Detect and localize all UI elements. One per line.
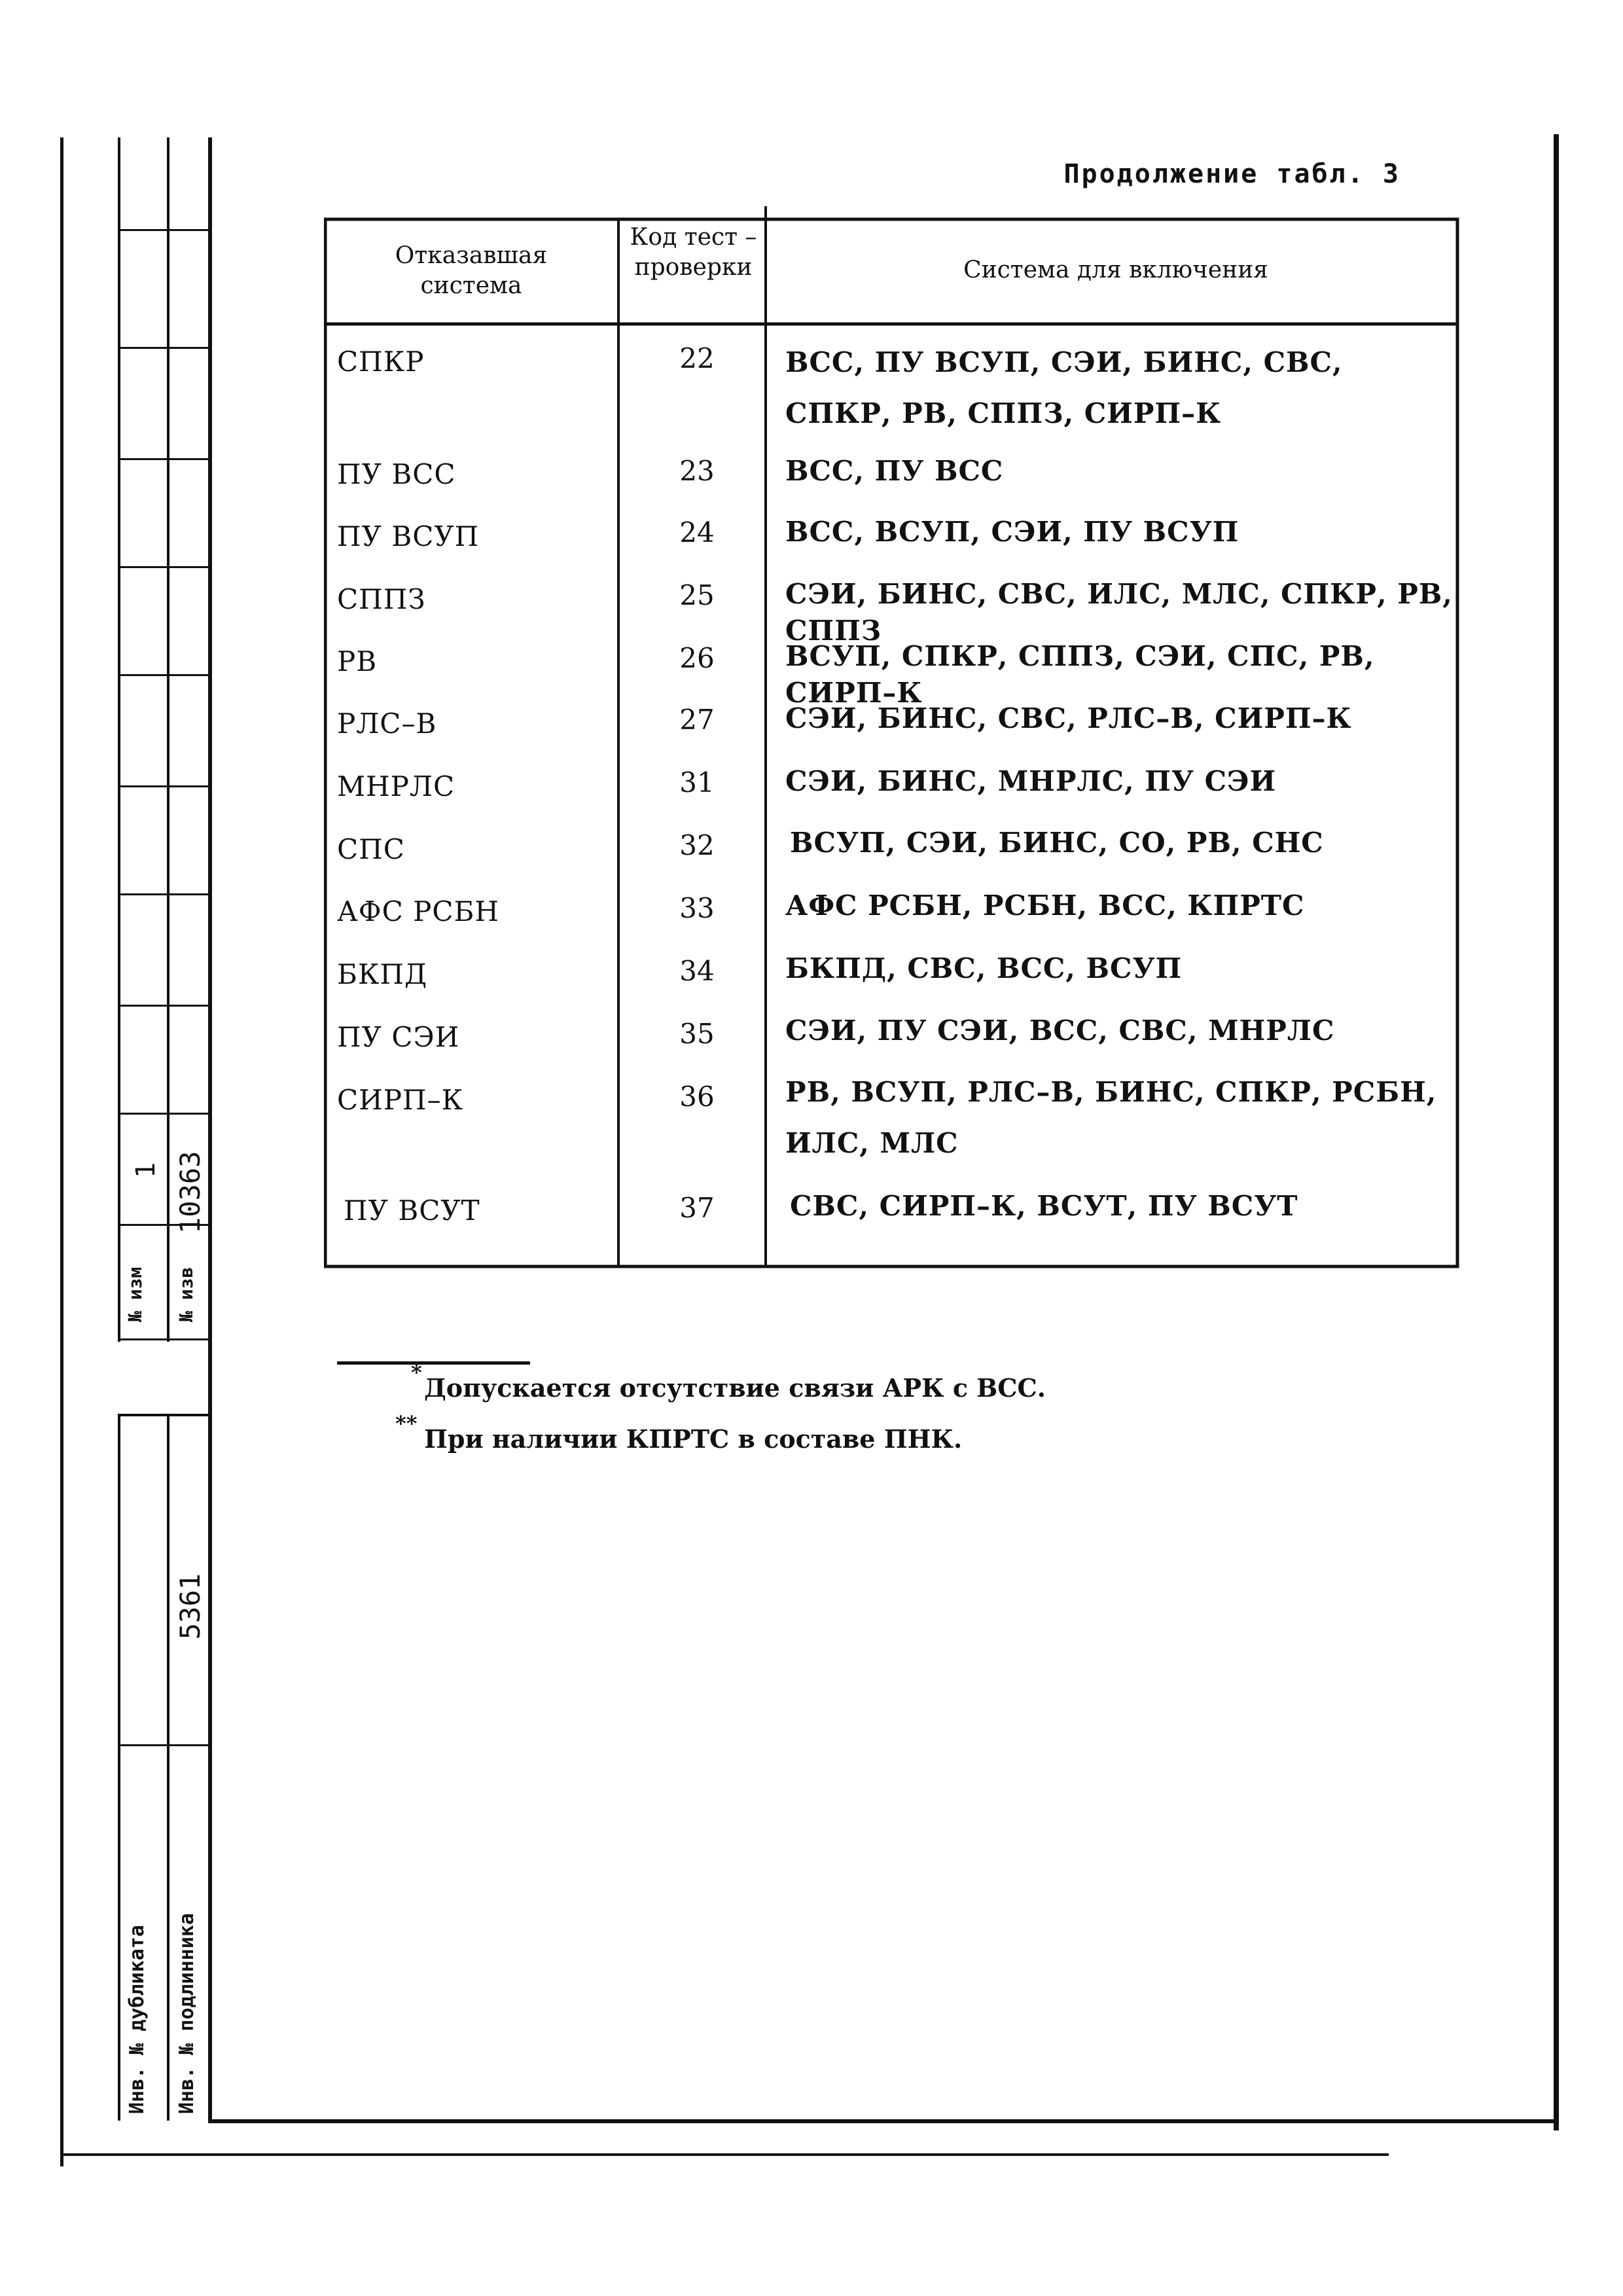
row-test-code: 31 — [679, 766, 715, 798]
row-failed-system: СПС — [337, 833, 405, 865]
row-failed-system: СПКР — [337, 346, 425, 378]
stamp-divider — [118, 1113, 209, 1115]
footnote-text: При наличии КПРТС в составе ПНК. — [424, 1424, 963, 1454]
row-systems-to-enable: АФС РСБН, РСБН, ВСС, КПРТС — [785, 889, 1305, 922]
row-failed-system: РВ — [337, 645, 378, 677]
stamp-divider — [118, 1338, 209, 1340]
stamp-box-divider — [118, 1744, 209, 1746]
row-systems-to-enable: ВСС, ВСУП, СЭИ, ПУ ВСУП — [785, 516, 1240, 548]
row-test-code: 26 — [679, 642, 715, 674]
row-systems-to-enable: ВСУП, СЭИ, БИНС, СО, РВ, СНС — [790, 827, 1324, 859]
stamp-divider — [118, 458, 209, 460]
row-systems-to-enable: БКПД, СВС, ВСС, ВСУП — [785, 952, 1183, 984]
change-number-value: 1 — [131, 1162, 161, 1178]
header-failed-system: Отказавшая система — [395, 242, 548, 299]
row-failed-system: ПУ ВСУТ — [344, 1194, 480, 1227]
change-number-label: № изм — [124, 1266, 146, 1322]
row-failed-system: БКПД — [337, 958, 428, 990]
row-test-code: 24 — [679, 516, 715, 548]
frame-left-inner — [167, 137, 169, 1342]
row-failed-system: ПУ СЭИ — [337, 1021, 460, 1053]
row-test-code: 33 — [679, 892, 715, 924]
row-failed-system: МНРЛС — [337, 770, 455, 802]
row-systems-to-enable: ВСУП, СПКР, СППЗ, СЭИ, СПС, РВ, СИРП–К — [785, 640, 1375, 709]
row-failed-system: ПУ ВСС — [337, 458, 456, 490]
stamp-divider — [118, 229, 209, 231]
row-systems-to-enable: РВ, ВСУП, РЛС–В, БИНС, СПКР, РСБН, ИЛС, МЛС — [785, 1076, 1437, 1159]
stamp-box-top — [118, 1414, 209, 1416]
frame-bottom-outer — [60, 2153, 1389, 2156]
notice-number-value: 10363 — [174, 1151, 206, 1234]
row-systems-to-enable: СВС, СИРП–К, ВСУТ, ПУ ВСУТ — [790, 1190, 1298, 1222]
original-inventory-label: Инв. № подлинника — [175, 1912, 198, 2114]
header-test-code: Код тест – проверки — [630, 224, 757, 281]
systems-table — [324, 203, 1463, 1283]
row-test-code: 35 — [679, 1018, 715, 1050]
stamp-box-left — [118, 1414, 120, 2121]
header-system-to-enable: Система для включения — [963, 257, 1268, 283]
footnote-text: Допускается отсутствие связи АРК с ВСС. — [424, 1373, 1046, 1403]
footnote-mark: * — [411, 1360, 422, 1385]
stamp-divider — [118, 785, 209, 787]
row-failed-system: СИРП–К — [337, 1084, 464, 1116]
stamp-divider — [118, 566, 209, 568]
row-failed-system: СППЗ — [337, 583, 426, 615]
row-systems-to-enable: СЭИ, ПУ СЭИ, ВСС, СВС, МНРЛС — [785, 1014, 1335, 1047]
footnote-mark: ** — [395, 1411, 418, 1436]
frame-bottom — [208, 2119, 1559, 2123]
row-test-code: 22 — [679, 342, 715, 374]
row-test-code: 25 — [679, 579, 715, 611]
row-test-code: 27 — [679, 704, 715, 736]
stamp-box-mid — [167, 1414, 169, 2121]
frame-left-mid — [118, 137, 120, 1342]
frame-right — [1554, 134, 1559, 2130]
row-failed-system: ПУ ВСУП — [337, 520, 480, 552]
row-systems-to-enable: СЭИ, БИНС, МНРЛС, ПУ СЭИ — [785, 765, 1277, 797]
footnote-separator — [337, 1361, 530, 1365]
frame-main-left — [208, 137, 212, 2121]
row-test-code: 32 — [679, 829, 715, 861]
row-systems-to-enable: СЭИ, БИНС, СВС, ИЛС, МЛС, СПКР, РВ, СППЗ — [785, 578, 1453, 647]
row-test-code: 37 — [679, 1192, 715, 1224]
row-failed-system: АФС РСБН — [337, 895, 500, 927]
row-systems-to-enable: ВСС, ПУ ВСС — [785, 455, 1004, 487]
frame-left-outer — [60, 137, 63, 2166]
notice-number-label: № изв — [175, 1266, 197, 1322]
row-test-code: 23 — [679, 455, 715, 487]
stamp-divider — [118, 347, 209, 349]
table-continuation-caption: Продолжение табл. 3 — [1063, 159, 1400, 189]
stamp-divider — [118, 893, 209, 895]
row-test-code: 36 — [679, 1081, 715, 1113]
row-failed-system: РЛС–В — [337, 708, 437, 740]
stamp-divider — [118, 1005, 209, 1007]
original-inventory-value: 5361 — [174, 1573, 206, 1640]
row-systems-to-enable: ВСС, ПУ ВСУП, СЭИ, БИНС, СВС, СПКР, РВ, СППЗ, СИРП–К — [785, 346, 1343, 429]
duplicate-inventory-label: Инв. № дубликата — [126, 1925, 149, 2114]
row-test-code: 34 — [679, 955, 715, 987]
row-systems-to-enable: СЭИ, БИНС, СВС, РЛС–В, СИРП–К — [785, 702, 1352, 734]
stamp-divider — [118, 674, 209, 676]
